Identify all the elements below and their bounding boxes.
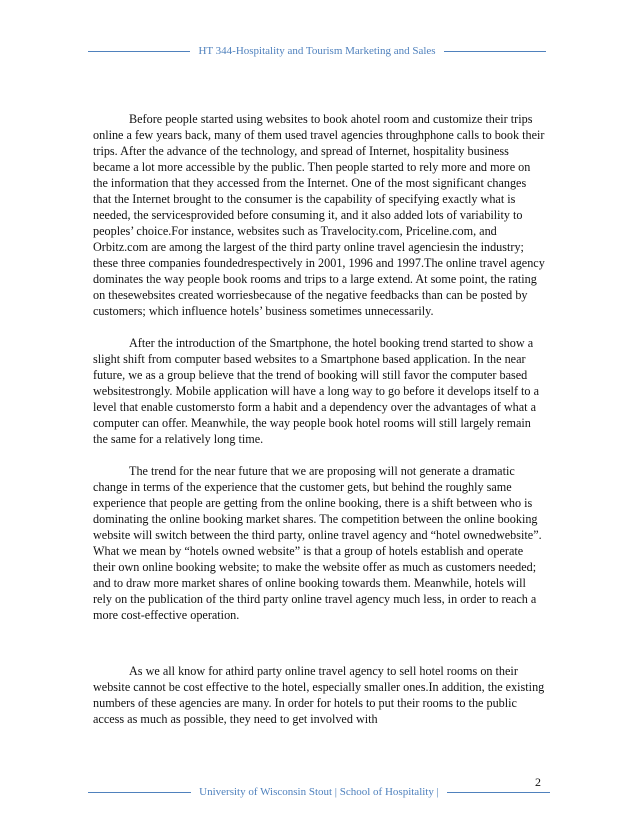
paragraph: As we all know for athird party online travel agency to sell hotel rooms on their website cannot be cost effective to the hotel, especially smaller ones.In addition, the existing numbers of these agencies are many. In order for hotels to put their rooms to the public access as much as possible, they need to get involved with (93, 664, 545, 726)
document-body (93, 111, 545, 743)
header-rule-right (444, 51, 546, 52)
footer-text: University of Wisconsin Stout | School of Hospitality | (199, 786, 439, 798)
header-rule-left (88, 51, 190, 52)
page-number: 2 (535, 775, 541, 789)
page-header (88, 45, 546, 57)
paragraph: After the introduction of the Smartphone, the hotel booking trend started to show a slight shift from computer based websites to a Smartphone based application. In the near future, we as a group believe that the trend of booking will still favor the computer based websitestrongly. Mobile application will have a long way to go before it develops itself to a level that enable customersto form a habit and a dependency over the advantages of what a computer can offer. Meanwhile, the way people book hotel rooms will still largely remain the same for a relatively long time. (93, 336, 539, 446)
footer-rule-right (447, 792, 550, 793)
header-title: HT 344-Hospitality and Tourism Marketing and Sales (198, 45, 436, 57)
paragraph: The trend for the near future that we are proposing will not generate a dramatic change in terms of the experience that the customer gets, but behind the roughly same experience that people are getting from the online booking, there is a shift between who is dominating the online booking market shares. The competition between the online booking website will switch between the third party, online travel agency and “hotel ownedwebsite”. What we mean by “hotels owned website” is that a group of hotels establish and operate their own online booking website; to make the website offer as much as customers needed; and to draw more market shares of online booking towards them. Meanwhile, hotels will rely on the publication of the third party online travel agency much less, in order to reach a more cost-effective operation. (93, 464, 542, 622)
footer-rule-left (88, 792, 191, 793)
page-footer (88, 786, 550, 798)
paragraph: Before people started using websites to book ahotel room and customize their trips online a few years back, many of them used travel agencies throughphone calls to book their trips. After the advance of the technology, and spread of Internet, hospitality business became a lot more accessible by the public. Then people started to rely more and more on the information that they accessed from the Internet. One of the most significant changes that the Internet brought to the consumer is the capability of specifying exactly what is needed, the servicesprovided before consuming it, and it also added lots of variability to peoples’ choice.For instance, websites such as Travelocity.com, Priceline.com, and Orbitz.com are among the largest of the third party online travel agenciesin the industry; these three companies foundedrespectively in 2001, 1996 and 1997.The online travel agency dominates the way people book rooms and trips to a large extend. At some point, the rating on thesewebsites created worriesbecause of the negative feedbacks than can be posted by customers; which influence hotels’ business sometimes unnecessarily. (93, 112, 545, 318)
